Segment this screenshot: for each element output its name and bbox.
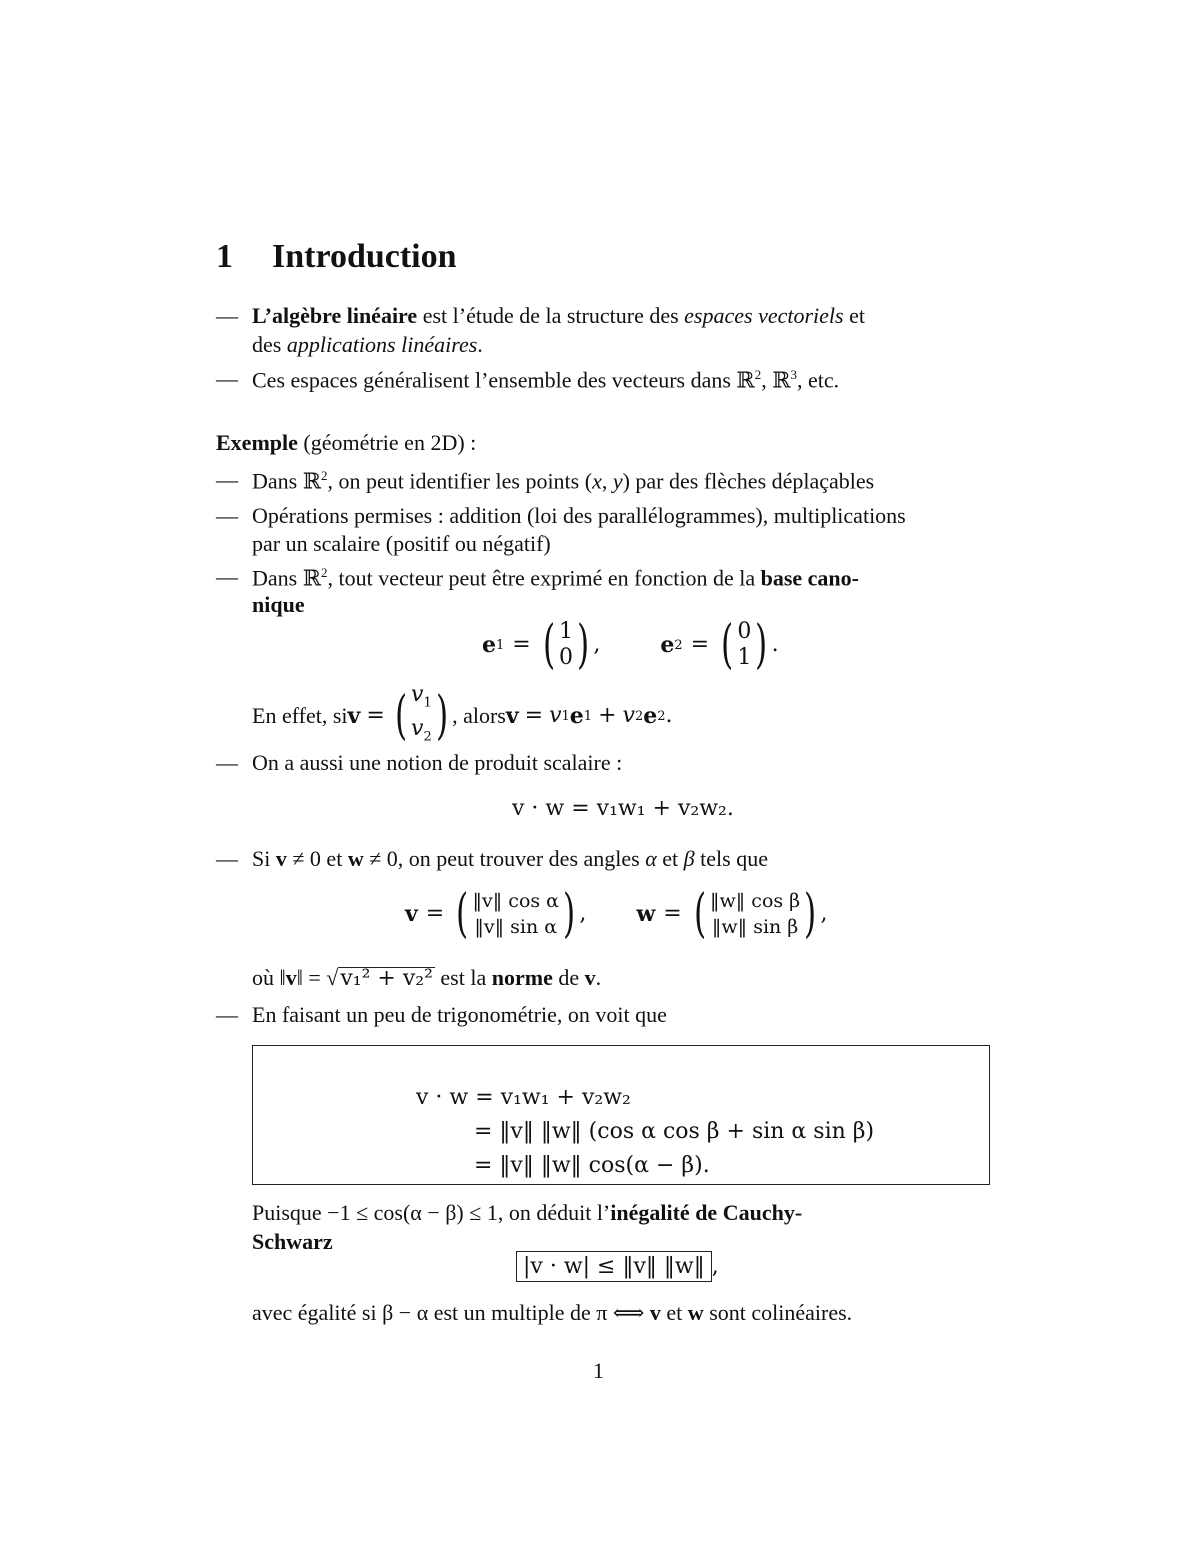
bullet-2-dash (216, 368, 238, 390)
conclusion-line-2 (252, 1231, 333, 1253)
term-canonical-basis-end: nique (252, 592, 305, 617)
var-v: v (411, 716, 424, 741)
period: . (771, 632, 779, 657)
example-item-6-dash (216, 1004, 238, 1026)
example-item-1-dash (216, 469, 238, 491)
text: est la (434, 965, 492, 990)
example-item-3-dash (216, 566, 238, 588)
entry: ‖w‖ sin β (711, 916, 799, 938)
right-paren: ) (804, 884, 817, 944)
text: , on peut identifier les points ( (327, 468, 593, 494)
text: et (660, 1300, 688, 1325)
dash: — (216, 1002, 238, 1027)
text: Ces espaces généralisent l’ensemble des vecteurs dans ℝ (252, 367, 755, 393)
section-number: 1 (216, 238, 233, 275)
bullet-1-line-1 (252, 305, 865, 327)
conclusion-line-1 (252, 1202, 802, 1224)
right-paren: ) (435, 686, 449, 746)
text: (géométrie en 2D) : (297, 430, 477, 455)
matrix-column (411, 682, 432, 751)
text: , alors (452, 703, 506, 728)
entry: 0 (737, 619, 752, 644)
page-number: 1 (593, 1358, 604, 1383)
boxed-line-1: v · w = v₁w₁ + v₂w₂ (416, 1085, 631, 1110)
vec-v: v (584, 965, 596, 990)
example-item-3-line-2 (252, 594, 305, 616)
var-x: x (592, 468, 602, 494)
norm-definition (252, 967, 601, 990)
term-cauchy-schwarz-end: Schwarz (252, 1229, 333, 1254)
text: et (656, 846, 684, 871)
text: et (843, 303, 865, 328)
left-paren: ( (456, 884, 469, 944)
vec-e2: e (660, 632, 675, 658)
vec-v: v (649, 1300, 661, 1325)
text: , ℝ (761, 367, 791, 393)
dash: — (216, 846, 238, 871)
right-paren: ) (563, 884, 576, 944)
vec-e: e (569, 703, 584, 729)
text: Dans ℝ (252, 468, 321, 494)
period: . (665, 703, 673, 728)
equals: = (366, 703, 385, 728)
var-y: y (612, 468, 623, 494)
dash: — (216, 366, 238, 391)
superscript: 2 (321, 468, 328, 483)
var-v: v (411, 681, 424, 707)
vec-v: v (347, 703, 361, 729)
subscript: 2 (634, 708, 644, 724)
subscript: 2 (423, 729, 432, 745)
equality-condition (252, 1302, 852, 1324)
var-alpha: α (645, 846, 657, 871)
text: où ‖ (252, 965, 286, 990)
text: ) par des flèches déplaçables (622, 468, 875, 494)
example-item-2-line-1: Opérations permises : addition (loi des parallélogrammes), multiplications (252, 503, 906, 528)
comma: , (820, 901, 828, 926)
subscript: 2 (657, 708, 666, 724)
superscript: 2 (754, 367, 762, 382)
example-item-4: On a aussi une notion de produit scalaire : (252, 750, 623, 775)
column-vector-e2 (717, 615, 772, 675)
example-item-5 (252, 848, 768, 870)
comma: , (711, 1254, 719, 1279)
entry: 1 (737, 645, 752, 670)
cauchy-schwarz-inequality (516, 1256, 719, 1278)
text: tels que (694, 846, 768, 871)
text: ‖ = (296, 965, 327, 990)
vec-v: v (505, 703, 519, 729)
subscript: 1 (423, 695, 432, 710)
text: Si (252, 846, 276, 871)
matrix-column (737, 619, 751, 671)
example-item-2-dash (216, 505, 238, 527)
right-paren: ) (755, 615, 768, 675)
bullet-2-text (252, 368, 839, 391)
text: ≠ 0, on peut trouver des angles (363, 846, 646, 871)
plus: + (598, 703, 617, 728)
section-title: Introduction (272, 238, 457, 275)
bullet-1-dash (216, 305, 238, 327)
equals: = (512, 632, 531, 657)
sqrt-body: v₁² + v₂² (340, 966, 433, 991)
left-paren: ( (394, 686, 407, 746)
var-v: v (622, 703, 635, 728)
equals: = (425, 901, 445, 926)
text: , etc. (797, 367, 840, 393)
vec-w: w (347, 846, 364, 871)
vec-w: w (636, 901, 656, 927)
boxed-inequality: |v · w| ≤ ‖v‖ ‖w‖ (516, 1251, 712, 1282)
subscript: 1 (583, 708, 593, 724)
text: Dans ℝ (252, 565, 321, 591)
text: est l’étude de la structure des (417, 303, 685, 328)
entry: 1 (559, 619, 574, 644)
example-item-4-dash (216, 752, 238, 774)
equals: = (524, 703, 544, 728)
vec-v: v (275, 846, 287, 871)
equation-polar-form (405, 883, 827, 945)
en-effet-line (252, 681, 673, 746)
entry-v1 (411, 682, 432, 716)
dash: — (216, 303, 238, 328)
entry: ‖w‖ cos β (710, 890, 801, 912)
term-cauchy-schwarz: inégalité de Cauchy- (610, 1200, 803, 1225)
vec-e1: e (482, 632, 496, 658)
text: , tout vecteur peut être exprimé en fonction de la (327, 565, 761, 591)
subscript: 1 (496, 637, 505, 653)
equals: = (663, 901, 682, 926)
text: ≠ 0 et (286, 846, 348, 871)
subscript: 2 (674, 637, 683, 653)
column-vector-e1 (539, 615, 594, 675)
subscript: 1 (561, 708, 570, 724)
example-item-5-dash (216, 848, 238, 870)
column-vector-v-polar (452, 884, 579, 944)
superscript: 3 (790, 367, 798, 382)
column-vector-v (391, 682, 452, 751)
entry: ‖v‖ sin α (474, 916, 558, 938)
term-canonical-basis: base cano- (760, 565, 859, 591)
entry: ‖v‖ cos α (472, 890, 560, 912)
left-paren: ( (542, 615, 555, 675)
bullet-1-line-2 (252, 334, 483, 356)
text: En effet, si (252, 703, 348, 728)
example-item-3-line-1 (252, 566, 859, 589)
dash: — (216, 564, 238, 589)
column-vector-w-polar (690, 884, 821, 944)
dash: — (216, 503, 238, 528)
boxed-line-3: = ‖v‖ ‖w‖ cos(α − β). (474, 1153, 710, 1178)
equals: = (690, 632, 710, 657)
matrix-column (473, 888, 559, 940)
vec-w: w (687, 1300, 704, 1325)
superscript: 2 (321, 565, 328, 580)
vec-v: v (405, 901, 418, 927)
comma: , (579, 901, 587, 926)
example-item-2-line-2: par un scalaire (positif ou négatif) (252, 531, 551, 556)
boxed-line-2: = ‖v‖ ‖w‖ (cos α cos β + sin α sin β) (474, 1119, 875, 1144)
vec-v: v (285, 965, 297, 990)
example-item-6: En faisant un peu de trigonométrie, on voit que (252, 1002, 667, 1027)
equation-dot-product: v · w = v₁w₁ + v₂w₂. (512, 796, 734, 821)
matrix-column (559, 619, 573, 671)
var-v: v (549, 703, 562, 728)
example-heading (216, 432, 476, 454)
right-paren: ) (577, 615, 590, 675)
text: des (252, 332, 287, 357)
left-paren: ( (721, 615, 734, 675)
text: Puisque −1 ≤ cos(α − β) ≤ 1, on déduit l’ (252, 1200, 611, 1225)
dash: — (216, 467, 238, 492)
example-item-1 (252, 469, 874, 492)
text: de (552, 965, 585, 990)
text: sont colinéaires. (703, 1300, 853, 1325)
entry-v2 (411, 716, 432, 750)
text: , (601, 468, 613, 494)
sqrt-sign: √ (326, 965, 339, 990)
term-vector-spaces: espaces vectoriels (684, 303, 844, 328)
left-paren: ( (693, 884, 706, 944)
var-beta: β (683, 846, 695, 871)
period: . (595, 965, 602, 990)
term-linear-algebra: L’algèbre linéaire (252, 303, 418, 328)
comma: , (593, 632, 601, 657)
text: avec égalité si β − α est un multiple de π ⟺ (252, 1300, 650, 1325)
vec-e: e (643, 703, 658, 729)
term-linear-maps: applications linéaires (286, 332, 478, 357)
equation-basis-vectors (482, 615, 779, 675)
dash: — (216, 750, 238, 775)
term-norm: norme (491, 965, 553, 990)
example-label: Exemple (216, 430, 298, 455)
matrix-column (710, 888, 800, 940)
entry: 0 (559, 645, 574, 670)
text: . (477, 332, 483, 357)
